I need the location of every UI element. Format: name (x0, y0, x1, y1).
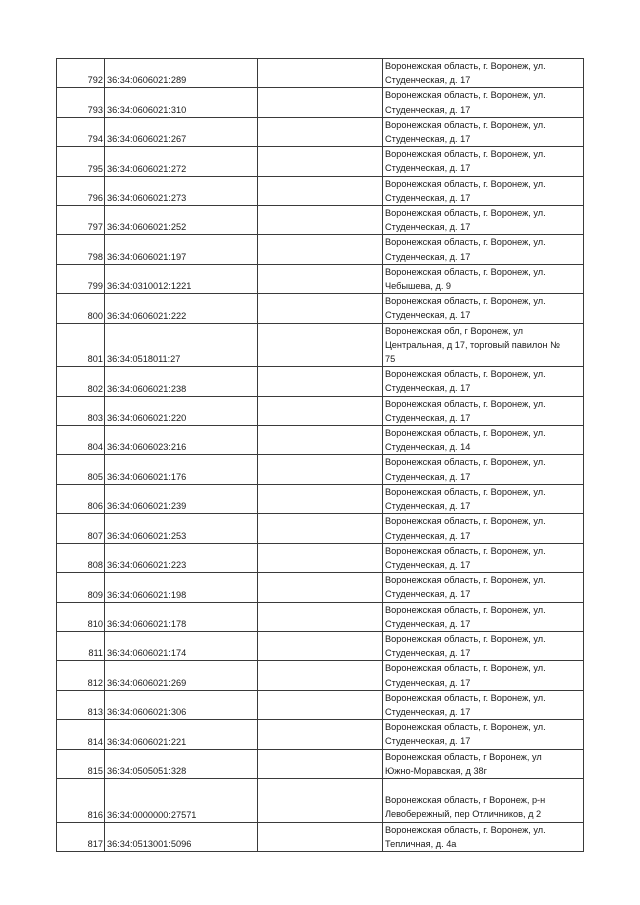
empty-cell (258, 749, 383, 778)
address-line: Воронежская область, г. Воронеж, ул. (385, 369, 546, 380)
address-cell (383, 264, 584, 293)
address-line: Воронежская область, г. Воронеж, ул. (385, 457, 546, 468)
row-number-cell: 805 (57, 455, 105, 484)
row-number-cell: 810 (57, 602, 105, 631)
table-row (57, 514, 584, 543)
address-line: Студенческая, д. 17 (385, 589, 471, 600)
table-row (57, 117, 584, 146)
empty-cell (258, 235, 383, 264)
table-row (57, 147, 584, 176)
address-line: Воронежская область, г. Воронеж, ул. (385, 149, 546, 160)
address-cell (383, 294, 584, 323)
empty-cell (258, 778, 383, 822)
cadastral-number-cell: 36:34:0606021:238 (105, 367, 258, 396)
registry-table (56, 58, 584, 852)
row-number-cell: 793 (57, 88, 105, 117)
cadastral-number-cell: 36:34:0606021:267 (105, 117, 258, 146)
table-row (57, 206, 584, 235)
address-cell (383, 147, 584, 176)
address-line: Воронежская область, г. Воронеж, ул. (385, 266, 546, 277)
address-line: Левобережный, пер Отличников, д 2 (385, 809, 542, 820)
cadastral-number-cell: 36:34:0606021:198 (105, 573, 258, 602)
table-row (57, 176, 584, 205)
table-row (57, 396, 584, 425)
address-line: Воронежская область, г. Воронеж, ул. (385, 428, 546, 439)
table-row (57, 720, 584, 749)
cadastral-number-cell: 36:34:0606021:176 (105, 455, 258, 484)
row-number-cell: 812 (57, 661, 105, 690)
address-line: 75 (385, 354, 396, 365)
cadastral-number-cell: 36:34:0505051:328 (105, 749, 258, 778)
empty-cell (258, 323, 383, 367)
address-line: Студенческая, д. 14 (385, 442, 471, 453)
address-line: Студенческая, д. 17 (385, 501, 471, 512)
table-row (57, 543, 584, 572)
address-line: Студенческая, д. 17 (385, 251, 471, 262)
address-cell (383, 631, 584, 660)
table-row (57, 484, 584, 513)
row-number-cell: 792 (57, 59, 105, 88)
row-number-cell: 804 (57, 426, 105, 455)
address-line: Воронежская область, г. Воронеж, ул. (385, 575, 546, 586)
address-cell (383, 749, 584, 778)
address-line: Воронежская область, г Воронеж, р-н (385, 795, 546, 806)
address-line: Студенческая, д. 17 (385, 618, 471, 629)
row-number-cell: 798 (57, 235, 105, 264)
empty-cell (258, 264, 383, 293)
address-cell (383, 426, 584, 455)
address-line: Воронежская область, г. Воронеж, ул. (385, 208, 546, 219)
address-line: Воронежская область, г. Воронеж, ул. (385, 398, 546, 409)
row-number-cell: 796 (57, 176, 105, 205)
address-line: Студенческая, д. 17 (385, 736, 471, 747)
row-number-cell: 800 (57, 294, 105, 323)
address-line: Воронежская обл, г Воронеж, ул (385, 325, 524, 336)
cadastral-number-cell: 36:34:0606021:272 (105, 147, 258, 176)
address-line: Воронежская область, г. Воронеж, ул. (385, 90, 546, 101)
table-row (57, 573, 584, 602)
cadastral-number-cell: 36:34:0606021:289 (105, 59, 258, 88)
address-line: Воронежская область, г. Воронеж, ул. (385, 237, 546, 248)
address-cell (383, 690, 584, 719)
address-line: Студенческая, д. 17 (385, 192, 471, 203)
address-line: Воронежская область, г. Воронеж, ул. (385, 633, 546, 644)
address-cell (383, 396, 584, 425)
row-number-cell: 794 (57, 117, 105, 146)
cadastral-number-cell: 36:34:0606021:252 (105, 206, 258, 235)
cadastral-number-cell: 36:34:0310012:1221 (105, 264, 258, 293)
table-row (57, 602, 584, 631)
empty-cell (258, 455, 383, 484)
address-line: Студенческая, д. 17 (385, 75, 471, 86)
address-line: Студенческая, д. 17 (385, 134, 471, 145)
address-line: Студенческая, д. 17 (385, 104, 471, 115)
address-cell (383, 661, 584, 690)
address-line: Воронежская область, г. Воронеж, ул. (385, 722, 546, 733)
cadastral-number-cell: 36:34:0606023:216 (105, 426, 258, 455)
table-row (57, 778, 584, 822)
cadastral-number-cell: 36:34:0000000:27571 (105, 778, 258, 822)
address-cell (383, 573, 584, 602)
empty-cell (258, 117, 383, 146)
cadastral-number-cell: 36:34:0513001:5096 (105, 822, 258, 851)
empty-cell (258, 690, 383, 719)
address-line: Южно-Моравская, д 38г (385, 765, 488, 776)
registry-table-body (57, 59, 584, 852)
address-cell (383, 367, 584, 396)
cadastral-number-cell: 36:34:0606021:310 (105, 88, 258, 117)
table-row (57, 690, 584, 719)
table-row (57, 367, 584, 396)
address-line: Воронежская область, г. Воронеж, ул. (385, 545, 546, 556)
address-line: Воронежская область, г. Воронеж, ул. (385, 824, 546, 835)
address-line: Студенческая, д. 17 (385, 163, 471, 174)
address-line: Тепличная, д. 4а (385, 838, 457, 849)
address-line: Студенческая, д. 17 (385, 310, 471, 321)
address-cell (383, 778, 584, 822)
cadastral-number-cell: 36:34:0606021:221 (105, 720, 258, 749)
row-number-cell: 803 (57, 396, 105, 425)
row-number-cell: 817 (57, 822, 105, 851)
address-cell (383, 720, 584, 749)
row-number-cell: 813 (57, 690, 105, 719)
address-cell (383, 514, 584, 543)
cadastral-number-cell: 36:34:0606021:269 (105, 661, 258, 690)
address-line: Воронежская область, г. Воронеж, ул. (385, 604, 546, 615)
row-number-cell: 797 (57, 206, 105, 235)
row-number-cell: 807 (57, 514, 105, 543)
table-row (57, 59, 584, 88)
address-cell (383, 176, 584, 205)
cadastral-number-cell: 36:34:0606021:306 (105, 690, 258, 719)
row-number-cell: 806 (57, 484, 105, 513)
address-line: Студенческая, д. 17 (385, 471, 471, 482)
address-cell (383, 543, 584, 572)
address-cell (383, 88, 584, 117)
row-number-cell: 802 (57, 367, 105, 396)
address-cell (383, 117, 584, 146)
address-line: Воронежская область, г. Воронеж, ул. (385, 178, 546, 189)
table-row (57, 323, 584, 367)
address-line: Воронежская область, г. Воронеж, ул. (385, 119, 546, 130)
cadastral-number-cell: 36:34:0606021:273 (105, 176, 258, 205)
table-row (57, 455, 584, 484)
row-number-cell: 808 (57, 543, 105, 572)
empty-cell (258, 514, 383, 543)
empty-cell (258, 661, 383, 690)
table-row (57, 749, 584, 778)
cadastral-number-cell: 36:34:0606021:253 (105, 514, 258, 543)
address-cell (383, 235, 584, 264)
cadastral-number-cell: 36:34:0606021:239 (105, 484, 258, 513)
address-line: Студенческая, д. 17 (385, 412, 471, 423)
table-row (57, 631, 584, 660)
empty-cell (258, 543, 383, 572)
row-number-cell: 814 (57, 720, 105, 749)
address-cell (383, 59, 584, 88)
address-line: Воронежская область, г. Воронеж, ул. (385, 663, 546, 674)
row-number-cell: 815 (57, 749, 105, 778)
cadastral-number-cell: 36:34:0606021:174 (105, 631, 258, 660)
empty-cell (258, 426, 383, 455)
address-line: Студенческая, д. 17 (385, 222, 471, 233)
address-line: Студенческая, д. 17 (385, 559, 471, 570)
empty-cell (258, 176, 383, 205)
cadastral-number-cell: 36:34:0606021:197 (105, 235, 258, 264)
empty-cell (258, 484, 383, 513)
address-line: Воронежская область, г. Воронеж, ул. (385, 516, 546, 527)
empty-cell (258, 720, 383, 749)
address-line: Воронежская область, г. Воронеж, ул. (385, 692, 546, 703)
table-row (57, 426, 584, 455)
empty-cell (258, 88, 383, 117)
row-number-cell: 816 (57, 778, 105, 822)
table-row (57, 822, 584, 851)
empty-cell (258, 396, 383, 425)
table-row (57, 294, 584, 323)
address-line: Студенческая, д. 17 (385, 677, 471, 688)
address-cell (383, 323, 584, 367)
address-line: Чебышева, д. 9 (385, 281, 452, 292)
row-number-cell: 801 (57, 323, 105, 367)
address-line: Воронежская область, г. Воронеж, ул. (385, 61, 546, 71)
address-line: Студенческая, д. 17 (385, 648, 471, 659)
cadastral-number-cell: 36:34:0606021:223 (105, 543, 258, 572)
row-number-cell: 809 (57, 573, 105, 602)
cadastral-number-cell: 36:34:0606021:220 (105, 396, 258, 425)
cadastral-number-cell: 36:34:0606021:222 (105, 294, 258, 323)
empty-cell (258, 367, 383, 396)
empty-cell (258, 147, 383, 176)
address-cell (383, 484, 584, 513)
address-line: Воронежская область, г. Воронеж, ул. (385, 296, 546, 307)
cadastral-number-cell: 36:34:0606021:178 (105, 602, 258, 631)
empty-cell (258, 206, 383, 235)
address-line: Воронежская область, г Воронеж, ул (385, 751, 542, 762)
address-line: Воронежская область, г. Воронеж, ул. (385, 486, 546, 497)
table-row (57, 88, 584, 117)
row-number-cell: 795 (57, 147, 105, 176)
table-row (57, 661, 584, 690)
empty-cell (258, 822, 383, 851)
empty-cell (258, 573, 383, 602)
cadastral-number-cell: 36:34:0518011:27 (105, 323, 258, 367)
address-cell (383, 602, 584, 631)
address-line: Центральная, д 17, торговый павилон № (385, 339, 560, 350)
address-line: Студенческая, д. 17 (385, 383, 471, 394)
address-line: Студенческая, д. 17 (385, 706, 471, 717)
address-cell (383, 206, 584, 235)
table-row (57, 264, 584, 293)
empty-cell (258, 631, 383, 660)
address-cell (383, 822, 584, 851)
address-cell (383, 455, 584, 484)
row-number-cell: 811 (57, 631, 105, 660)
empty-cell (258, 59, 383, 88)
address-line (385, 779, 581, 793)
table-row (57, 235, 584, 264)
address-line: Студенческая, д. 17 (385, 530, 471, 541)
row-number-cell: 799 (57, 264, 105, 293)
empty-cell (258, 294, 383, 323)
empty-cell (258, 602, 383, 631)
